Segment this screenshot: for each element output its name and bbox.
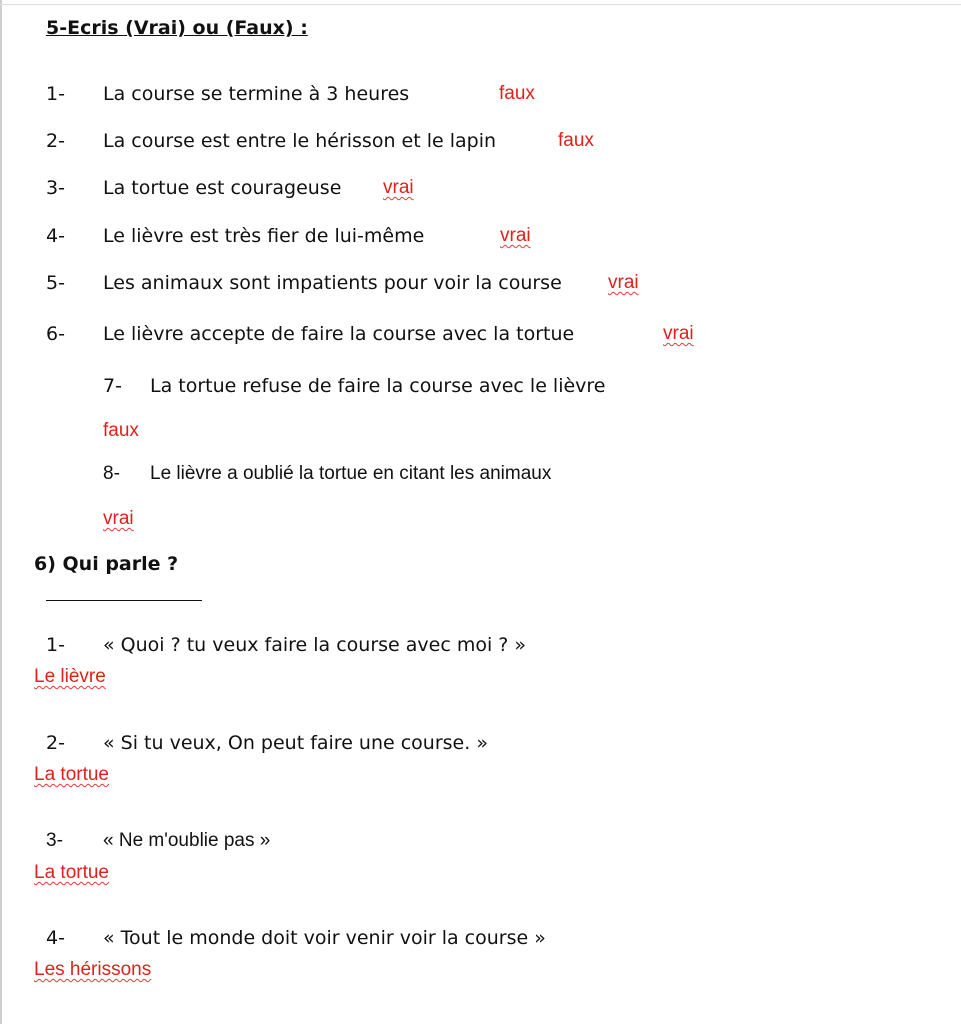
s6-item4-quote: « Tout le monde doit voir venir voir la course » (103, 927, 546, 949)
s5-item1-answer: faux (499, 83, 535, 104)
s6-item1-answer: Le lièvre (34, 666, 106, 687)
s5-item8-text: Le lièvre a oublié la tortue en citant les animaux (150, 463, 552, 484)
s5-item6-text: Le lièvre accepte de faire la course avec la tortue (103, 323, 575, 345)
section6-title: 6) Qui parle ? (34, 553, 179, 575)
s6-item2-quote: « Si tu veux, On peut faire une course. » (103, 732, 488, 754)
s6-item3-number: 3- (46, 830, 63, 851)
page-edge-top (0, 4, 961, 5)
section5-title: 5-Ecris (Vrai) ou (Faux) : (46, 17, 308, 39)
s5-item2-text: La course est entre le hérisson et le lapin (103, 130, 497, 152)
s5-item7-number: 7- (103, 375, 122, 397)
s5-item6-answer: vrai (663, 323, 694, 344)
s5-item4-answer: vrai (500, 225, 531, 246)
s5-item3-number: 3- (46, 177, 65, 199)
page-edge-left (0, 0, 2, 1024)
s5-item3-answer: vrai (383, 177, 414, 198)
s5-item6-number: 6- (46, 323, 65, 345)
s5-item3-text: La tortue est courageuse (103, 177, 342, 199)
s5-item7-answer: faux (103, 420, 139, 441)
s5-item1-text: La course se termine à 3 heures (103, 83, 410, 105)
s5-item8-number: 8- (103, 463, 120, 484)
s5-item1-number: 1- (46, 83, 65, 105)
s6-item2-answer: La tortue (34, 764, 109, 785)
section6-divider (46, 600, 202, 601)
s6-item3-answer: La tortue (34, 862, 109, 883)
s5-item7-text: La tortue refuse de faire la course avec le lièvre (150, 375, 606, 397)
s6-item1-number: 1- (46, 634, 65, 656)
s6-item2-number: 2- (46, 732, 65, 754)
s5-item5-text: Les animaux sont impatients pour voir la course (103, 272, 562, 294)
s5-item4-text: Le lièvre est très fier de lui-même (103, 225, 425, 247)
s6-item4-answer: Les hérissons (34, 959, 152, 980)
s6-item4-number: 4- (46, 927, 65, 949)
s5-item4-number: 4- (46, 225, 65, 247)
s5-item2-answer: faux (558, 130, 594, 151)
s5-item5-answer: vrai (608, 272, 639, 293)
s6-item3-quote: « Ne m'oublie pas » (103, 830, 271, 851)
s5-item5-number: 5- (46, 272, 65, 294)
s5-item8-answer: vrai (103, 508, 134, 529)
s5-item2-number: 2- (46, 130, 65, 152)
s6-item1-quote: « Quoi ? tu veux faire la course avec moi ? » (103, 634, 527, 656)
